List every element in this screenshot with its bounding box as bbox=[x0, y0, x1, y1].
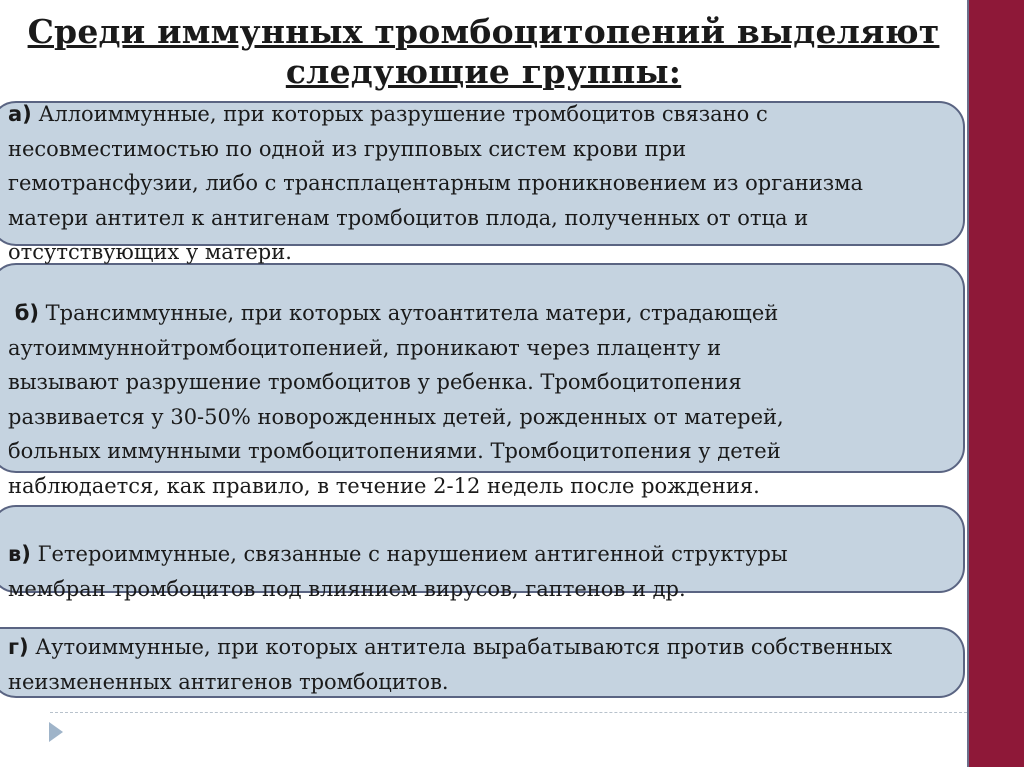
text-line: наблюдается, как правило, в течение 2-12 недель после рождения. bbox=[8, 473, 760, 498]
text-line: матери антител к антигенам тромбоцитов плода, полученных от отца и bbox=[8, 205, 809, 230]
group-a-label: а) bbox=[8, 102, 32, 126]
text-line: вызывают разрушение тромбоцитов у ребенка. Тромбоцитопения bbox=[8, 370, 742, 394]
group-d-text bbox=[8, 630, 967, 699]
group-b-text bbox=[8, 296, 967, 503]
group-b-label: б) bbox=[14, 301, 39, 325]
text-line: мембран тромбоцитов под влиянием вирусов, гаптенов и др. bbox=[8, 576, 686, 601]
text-line: развивается у 30-50% новорожденных детей, рожденных от матерей, bbox=[8, 404, 784, 429]
text-line: гемотрансфузии, либо с трансплацентарным проникновением из организма bbox=[8, 171, 864, 195]
footer-divider bbox=[50, 712, 967, 713]
text-line: Аллоиммунные, при которых разрушение тромбоцитов связано с bbox=[38, 102, 768, 126]
accent-sidebar bbox=[967, 0, 1024, 767]
text-line: неизмененных антигенов тромбоцитов. bbox=[8, 669, 449, 694]
group-c-label: в) bbox=[8, 542, 31, 566]
title-line-2: следующие группы: bbox=[285, 52, 682, 91]
text-line: отсутствующих у матери. bbox=[8, 240, 292, 264]
group-c-text bbox=[8, 537, 967, 606]
triangle-bullet-icon bbox=[49, 722, 63, 742]
slide-title bbox=[0, 12, 967, 92]
text-line: Аутоиммунные, при которых антитела вырабатываются против собственных bbox=[35, 635, 893, 659]
title-line-1: Среди иммунных тромбоцитопений выделяют bbox=[27, 12, 940, 51]
text-line: Гетероиммунные, связанные с нарушением антигенной структуры bbox=[37, 542, 788, 566]
text-line: аутоиммуннойтромбоцитопенией, проникают через плаценту и bbox=[8, 335, 722, 360]
group-a-text bbox=[8, 97, 967, 270]
text-line: Трансиммунные, при которых аутоантитела матери, страдающей bbox=[45, 301, 779, 325]
text-line: больных иммунными тромбоцитопениями. Тромбоцитопения у детей bbox=[8, 439, 781, 463]
group-d-label: г) bbox=[8, 635, 29, 659]
text-line: несовместимостью по одной из групповых систем крови при bbox=[8, 136, 687, 161]
